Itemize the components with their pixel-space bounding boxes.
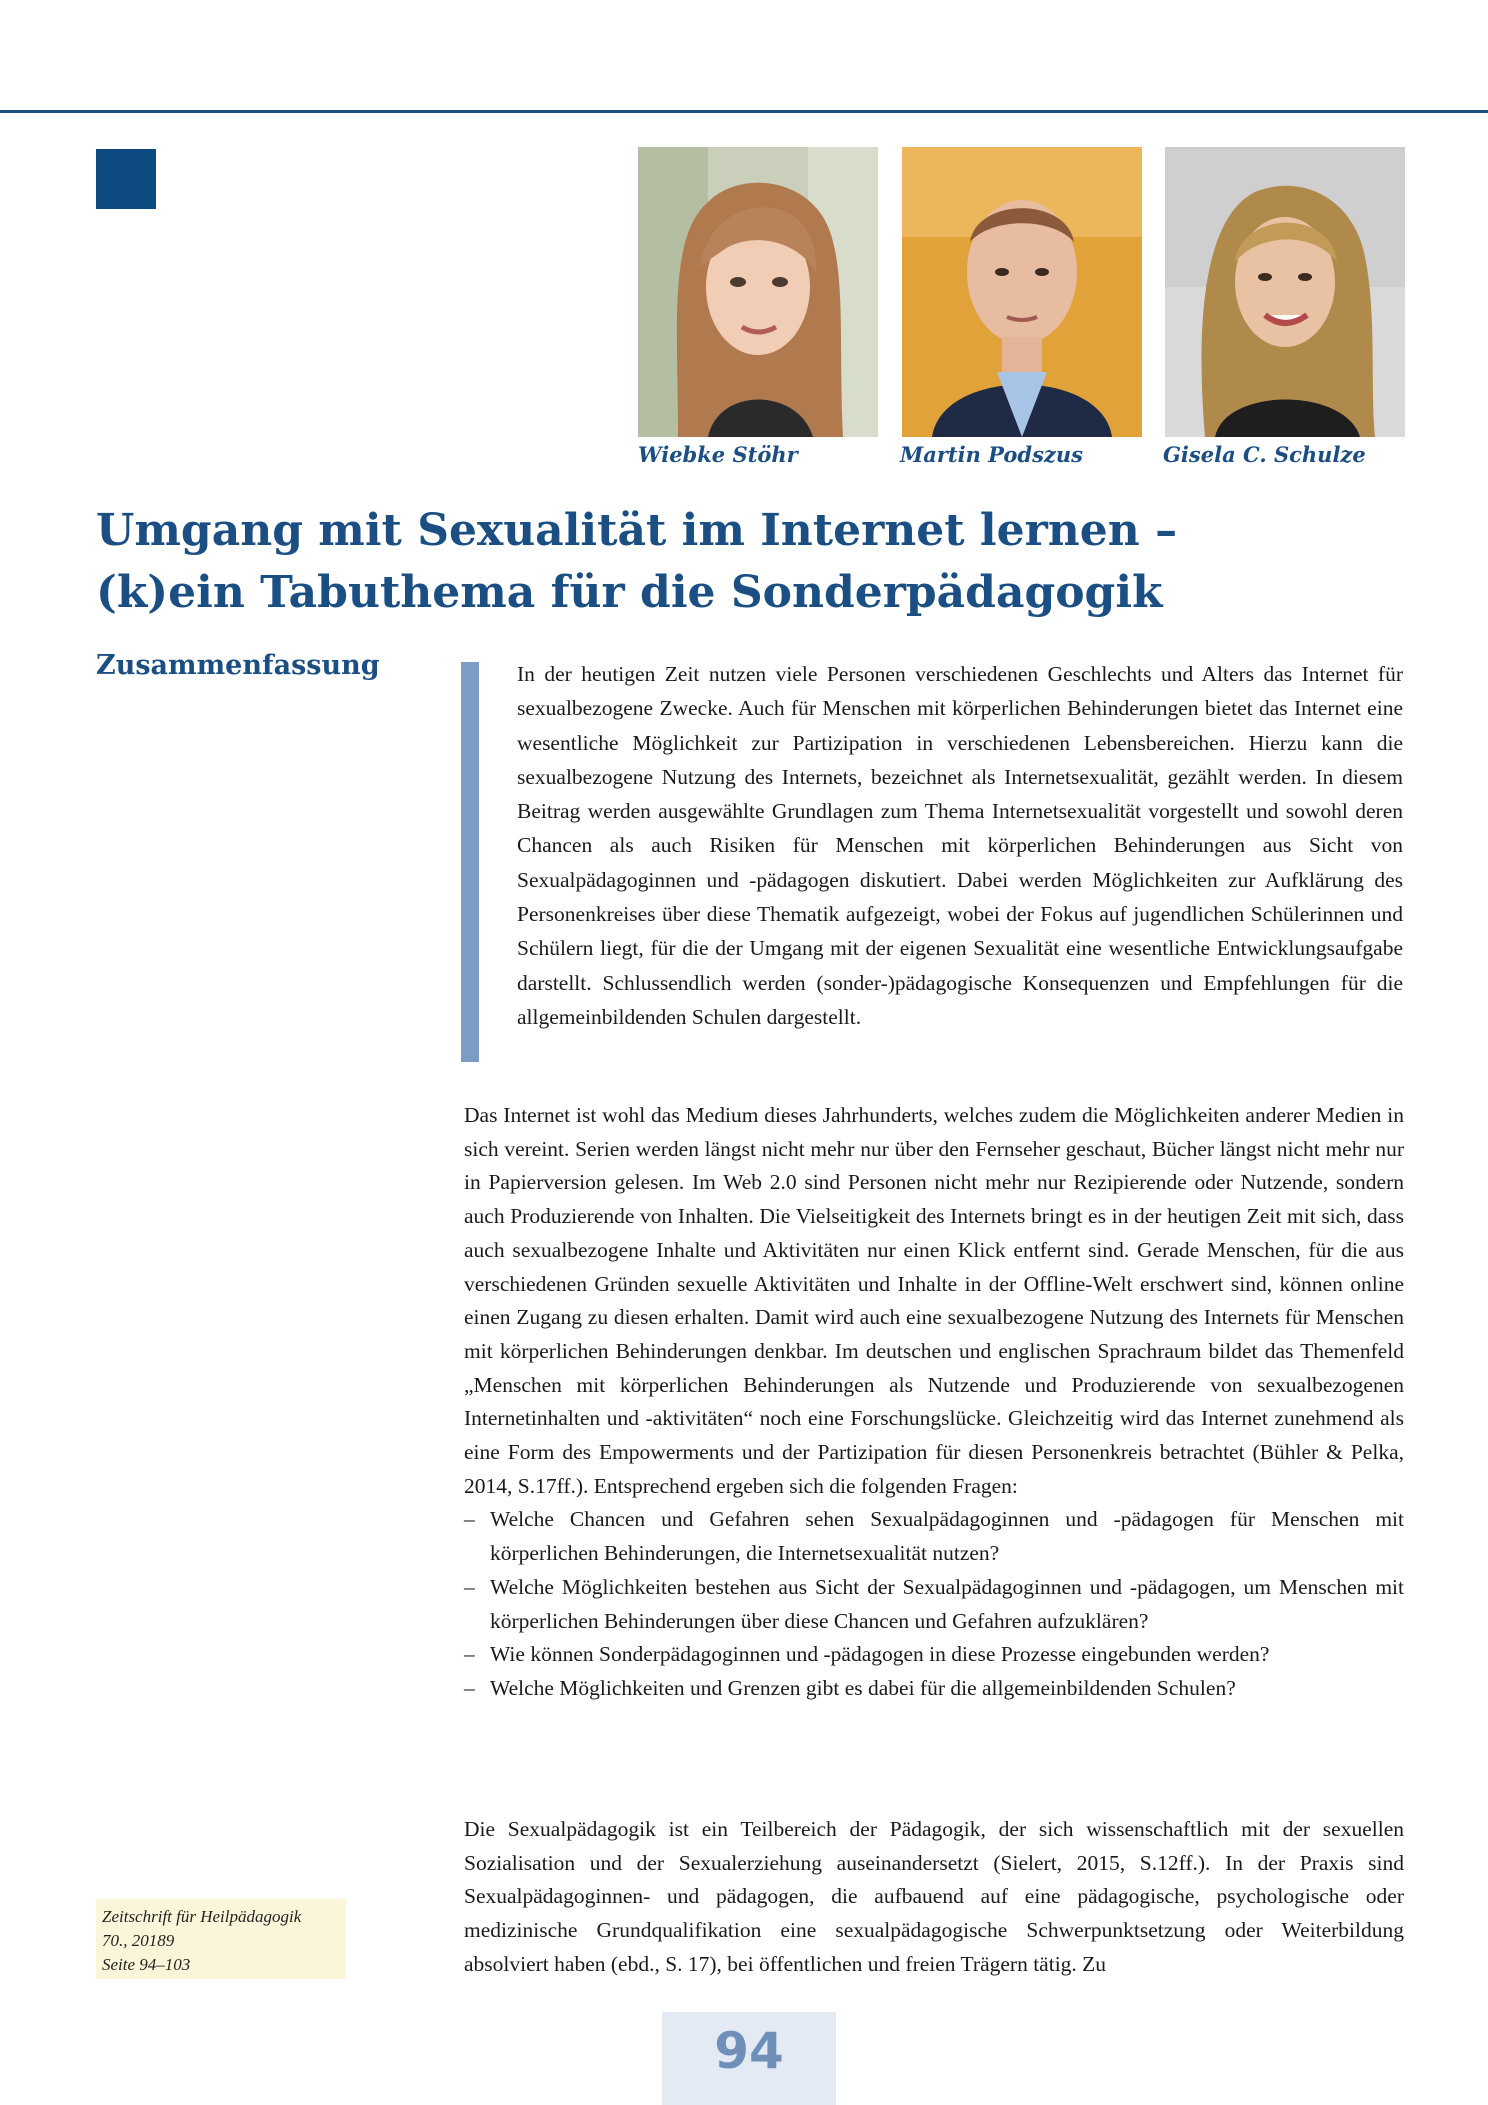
journal-name: Zeitschrift für Heilpädagogik bbox=[102, 1907, 302, 1926]
question-list bbox=[464, 1503, 1404, 1705]
question-item: – Wie können Sonderpädagoginnen und -pädagogen in diese Prozesse eingebunden werden? bbox=[464, 1638, 1404, 1672]
corner-square bbox=[96, 149, 156, 209]
title-line-1: Umgang mit Sexualität im Internet lernen – bbox=[96, 505, 1178, 556]
article-title bbox=[96, 500, 1178, 624]
body-section-1 bbox=[464, 1099, 1404, 1706]
question-item: – Welche Möglichkeiten und Grenzen gibt es dabei für die allgemeinbildenden Schulen? bbox=[464, 1672, 1404, 1706]
page-number: 94 bbox=[662, 2012, 836, 2105]
author-photo-schulze bbox=[1165, 147, 1405, 437]
author-photo-stoehr bbox=[638, 147, 878, 437]
top-rule bbox=[0, 110, 1488, 113]
intro-paragraph: Das Internet ist wohl das Medium dieses Jahrhunderts, welches zudem die Möglichkeiten anderer Medien in sich vereint. Serien werden längst nicht mehr nur über den Fernseher geschaut, Bücher längst nicht mehr nur in Papierversion gelesen. Im Web 2.0 sind Personen nicht mehr nur Rezipierende oder Nutzende, sondern auch Produzierende von Inhalten. Die Vielseitigkeit des Internets bringt es in der heutigen Zeit mit sich, dass auch sexualbezogene Inhalte und Aktivitäten nur einen Klick entfernt sind. Gerade Menschen, für die aus verschiedenen Gründen sexuelle Aktivitäten und Inhalte in der Offline-Welt erschwert sind, können online einen Zugang zu diesen erhalten. Damit wird auch eine sexualbezogene Nutzung des Internets für Menschen mit körperlichen Behinderungen denkbar. Im deutschen und englischen Sprachraum bildet das Themenfeld „Menschen mit körperlichen Behinderungen als Nutzende und Produzierende von sexualbezogenen Internetinhalten und -aktivitäten“ noch eine Forschungslücke. Gleichzeitig wird das Internet zunehmend als eine Form des Empowerments und der Partizipation für diesen Personenkreis betrachtet (Bühler & Pelka, 2014, S.17ff.). Entsprechend ergeben sich die folgenden Fragen: bbox=[464, 1103, 1404, 1498]
author-photo-podszus bbox=[902, 147, 1142, 437]
author-name-1: Wiebke Stöhr bbox=[638, 442, 798, 467]
abstract-heading: Zusammenfassung bbox=[96, 650, 380, 681]
abstract-text: In der heutigen Zeit nutzen viele Personen verschiedenen Geschlechts und Alters das Internet für sexualbezogene Zwecke. Auch für Menschen mit körperlichen Behinderungen bietet das Internet eine wesentliche Möglichkeit zur Partizipation in verschiedenen Lebensbereichen. Hierzu kann die sexualbezogene Nutzung des Internets, bezeichnet als Internetsexualität, gezählt werden. In diesem Beitrag werden ausgewählte Grundlagen zum Thema Internetsexualität vorgestellt und sowohl deren Chancen als auch Risiken für Menschen mit körperlichen Behinderungen aus Sicht von Sexualpädagoginnen und -pädagogen diskutiert. Dabei werden Möglichkeiten zur Aufklärung des Personenkreises über diese Thematik aufgezeigt, wobei der Fokus auf jugendlichen Schülerinnen und Schülern liegt, für die der Umgang mit der eigenen Sexualität eine wesentliche Entwicklungsaufgabe darstellt. Schlussendlich werden (sonder-)pädagogische Konsequenzen und Empfehlungen für die allgemeinbildenden Schulen dargestellt. bbox=[517, 662, 1403, 1029]
abstract-bar bbox=[461, 662, 479, 1062]
journal-citation bbox=[96, 1899, 346, 1979]
title-line-2: (k)ein Tabuthema für die Sonderpädagogik bbox=[96, 567, 1163, 618]
journal-pages: Seite 94–103 bbox=[102, 1955, 191, 1974]
author-name-2: Martin Podszus bbox=[900, 442, 1083, 467]
author-name-3: Gisela C. Schulze bbox=[1163, 442, 1366, 467]
journal-volume: 70., 20189 bbox=[102, 1931, 175, 1950]
question-item: – Welche Chancen und Gefahren sehen Sexualpädagoginnen und -pädagogen für Menschen mit körperlichen Behinderungen, die Internetsexualität nutzen? bbox=[464, 1503, 1404, 1570]
body-section-2 bbox=[464, 1813, 1404, 1982]
question-item: – Welche Möglichkeiten bestehen aus Sicht der Sexualpädagoginnen und -pädagogen, um Menschen mit körperlichen Behinderungen über diese Chancen und Gefahren aufzuklären? bbox=[464, 1571, 1404, 1638]
second-paragraph: Die Sexualpädagogik ist ein Teilbereich der Pädagogik, der sich wissenschaftlich mit der sexuellen Sozialisation und der Sexualerziehung auseinandersetzt (Sielert, 2015, S.12ff.). In der Praxis sind Sexualpädagoginnen- und pädagogen, die aufbauend auf eine pädagogische, psychologische oder medizinische Grundqualifikation eine sexualpädagogische Schwerpunktsetzung oder Weiterbildung absolviert haben (ebd., S. 17), bei öffentlichen und freien Trägern tätig. Zu bbox=[464, 1817, 1404, 1976]
